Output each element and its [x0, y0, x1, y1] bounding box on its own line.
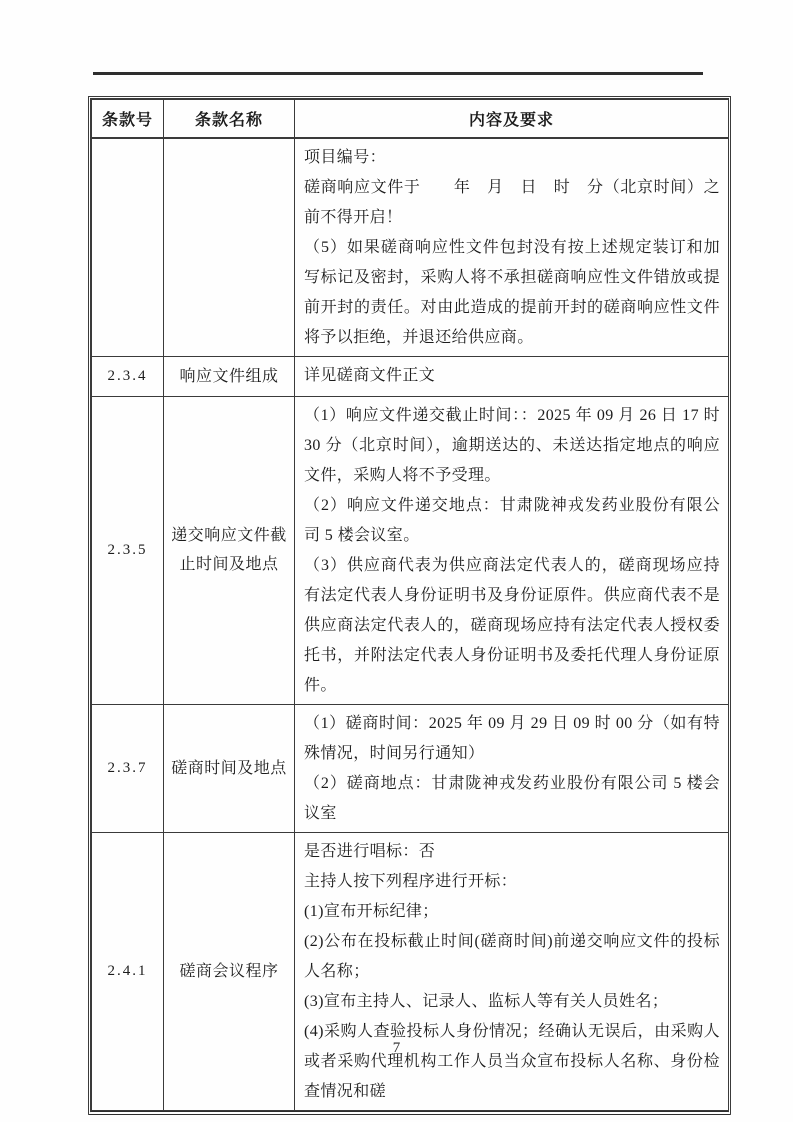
clause-name-cell: 响应文件组成: [164, 356, 295, 396]
column-header-content: 内容及要求: [295, 100, 729, 138]
table-row: [92, 356, 729, 396]
content-paragraph: （2）磋商地点：甘肃陇神戎发药业股份有限公司 5 楼会议室: [304, 774, 720, 822]
table-row: [92, 832, 729, 1110]
content-cell: [295, 396, 729, 704]
column-header-clause-name: 条款名称: [164, 100, 295, 138]
table-row: [92, 704, 729, 832]
clause-table: [91, 99, 729, 1111]
table-header-row: [92, 100, 729, 138]
clause-table-container: [88, 96, 731, 1115]
content-paragraph: 磋商响应文件于 年 月 日 时 分（北京时间）之前不得开启！: [304, 178, 720, 226]
clause-name-cell: 递交响应文件截止时间及地点: [164, 396, 295, 704]
content-cell: [295, 356, 729, 396]
content-paragraph: (1)宣布开标纪律；: [304, 902, 439, 920]
page-number: 7: [392, 1040, 401, 1056]
content-cell: [295, 832, 729, 1110]
table-row: [92, 138, 729, 357]
clause-name-cell: 磋商时间及地点: [164, 704, 295, 832]
content-paragraph: (4)采购人查验投标人身份情况；经确认无误后，由采购人或者采购代理机构工作人员当众宣布投标人名称、身份检查情况和磋: [304, 1022, 720, 1100]
content-cell: [295, 704, 729, 832]
content-paragraph: 详见磋商文件正文: [304, 367, 436, 384]
content-paragraph: 是否进行唱标：否: [304, 842, 436, 860]
clause-no-cell: 2.3.4: [92, 356, 164, 396]
content-paragraph: （5）如果磋商响应性文件包封没有按上述规定装订和加写标记及密封，采购人将不承担磋商响应性文件错放或提前开封的责任。对由此造成的提前开封的磋商响应性文件将予以拒绝，并退还给供应商。: [304, 238, 720, 346]
clause-no-cell: 2.3.5: [92, 396, 164, 704]
content-paragraph: （3）供应商代表为供应商法定代表人的，磋商现场应持有法定代表人身份证明书及身份证原件。供应商代表不是供应商法定代表人的，磋商现场应持有法定代表人授权委托书，并附法定代表人身份证明书及委托代理人身份证原件。: [304, 556, 720, 694]
table-row: [92, 396, 729, 704]
clause-name-cell: 磋商会议程序: [164, 832, 295, 1110]
content-cell: [295, 138, 729, 357]
content-paragraph: （2）响应文件递交地点：甘肃陇神戎发药业股份有限公司 5 楼会议室。: [304, 496, 720, 544]
clause-no-cell: 2.3.7: [92, 704, 164, 832]
content-paragraph: （1）磋商时间：2025 年 09 月 29 日 09 时 00 分（如有特殊情况，时间另行通知）: [304, 714, 720, 762]
header-divider-rule: [93, 72, 703, 75]
content-paragraph: （1）响应文件递交截止时间：：2025 年 09 月 26 日 17 时 30 分（北京时间），逾期送达的、未送达指定地点的响应文件，采购人将不予受理。: [304, 406, 720, 484]
clause-no-cell: 2.4.1: [92, 832, 164, 1110]
clause-name-cell: [164, 138, 295, 357]
content-paragraph: (2)公布在投标截止时间(磋商时间)前递交响应文件的投标人名称；: [304, 932, 720, 980]
content-paragraph: (3)宣布主持人、记录人、监标人等有关人员姓名；: [304, 992, 669, 1010]
clause-no-cell: [92, 138, 164, 357]
column-header-clause-no: 条款号: [92, 100, 164, 138]
content-paragraph: 主持人按下列程序进行开标：: [304, 872, 518, 890]
content-paragraph: 项目编号：: [304, 148, 387, 166]
